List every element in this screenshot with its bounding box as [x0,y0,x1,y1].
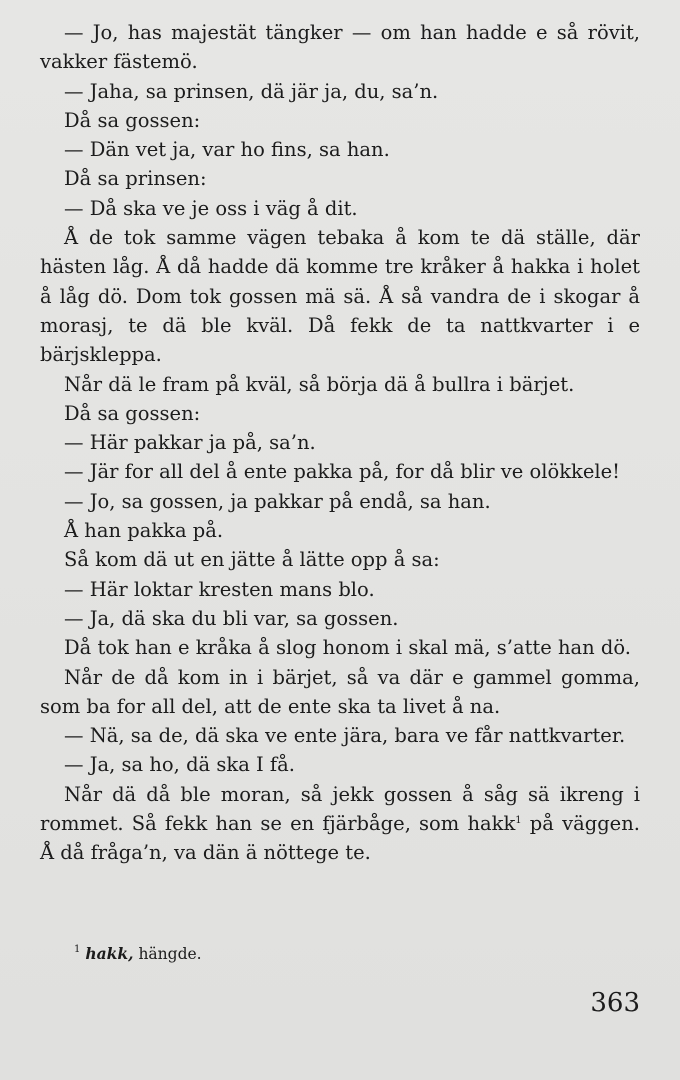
paragraph-text: på väggen. Å då fråga’n, va dän ä nöttege te. [40,812,640,865]
paragraph: Då sa gossen: [64,401,201,425]
paragraph: Då sa prinsen: [64,167,207,191]
footnote [74,942,202,966]
paragraph: — Här loktar kresten mans blo. [64,577,375,601]
paragraph: Å han pakka på. [64,519,224,543]
page-number: 363 [590,988,640,1018]
paragraph [40,780,640,868]
paragraph: — Jo, sa gossen, ja pakkar på endå, sa han. [64,489,491,513]
paragraph: — Då ska ve je oss i väg å dit. [64,196,358,220]
paragraph: Når de då kom in i bärjet, så va där e gammel gomma, som ba for all del, att de ente ska ta livet å na. [40,665,640,718]
paragraph: — Här pakkar ja på, sa’n. [64,431,316,455]
paragraph: Når dä le fram på kväl, så börja dä å bullra i bärjet. [64,372,575,396]
paragraph-text: Når dä då ble moran, så jekk gossen å såg sä ikreng i rommet. Så fekk han se en fjärbåge, som hakk [40,782,640,836]
footnote-term: hakk, [85,944,134,963]
paragraph: Å de tok samme vägen tebaka å kom te dä ställe, där hästen låg. Å då hadde dä komme tre kråker å hakka i holet å låg dö. Dom tok gossen mä sä. Å så vandra de i skogar å morasj, te dä ble kväl. Då fekk de ta nattkvarter i e bärjskleppa. [40,226,640,367]
paragraph: — Ja, dä ska du bli var, sa gossen. [64,606,399,630]
paragraph: Så kom dä ut en jätte å lätte opp å sa: [64,548,440,572]
footnote-mark: 1 [74,944,81,955]
footnote-gloss: hängde. [138,945,202,963]
paragraph: — Jär for all del å ente pakka på, for då blir ve olökkele! [64,460,620,484]
paragraph: — Nä, sa de, dä ska ve ente jära, bara ve får nattkvarter. [64,724,626,748]
paragraph: — Ja, sa ho, dä ska I få. [64,753,295,777]
body-text [40,18,640,868]
paragraph: Då sa gossen: [64,108,201,132]
paragraph: — Jo, has majestät tängker — om han hadde e så rövit, vakker fästemö. [40,21,640,74]
footnote-reference: 1 [515,815,522,827]
paragraph: — Dän vet ja, var ho fins, sa han. [64,138,390,162]
paragraph: — Jaha, sa prinsen, dä jär ja, du, sa’n. [64,79,439,103]
paragraph: Då tok han e kråka å slog honom i skal mä, s’atte han dö. [64,636,632,660]
